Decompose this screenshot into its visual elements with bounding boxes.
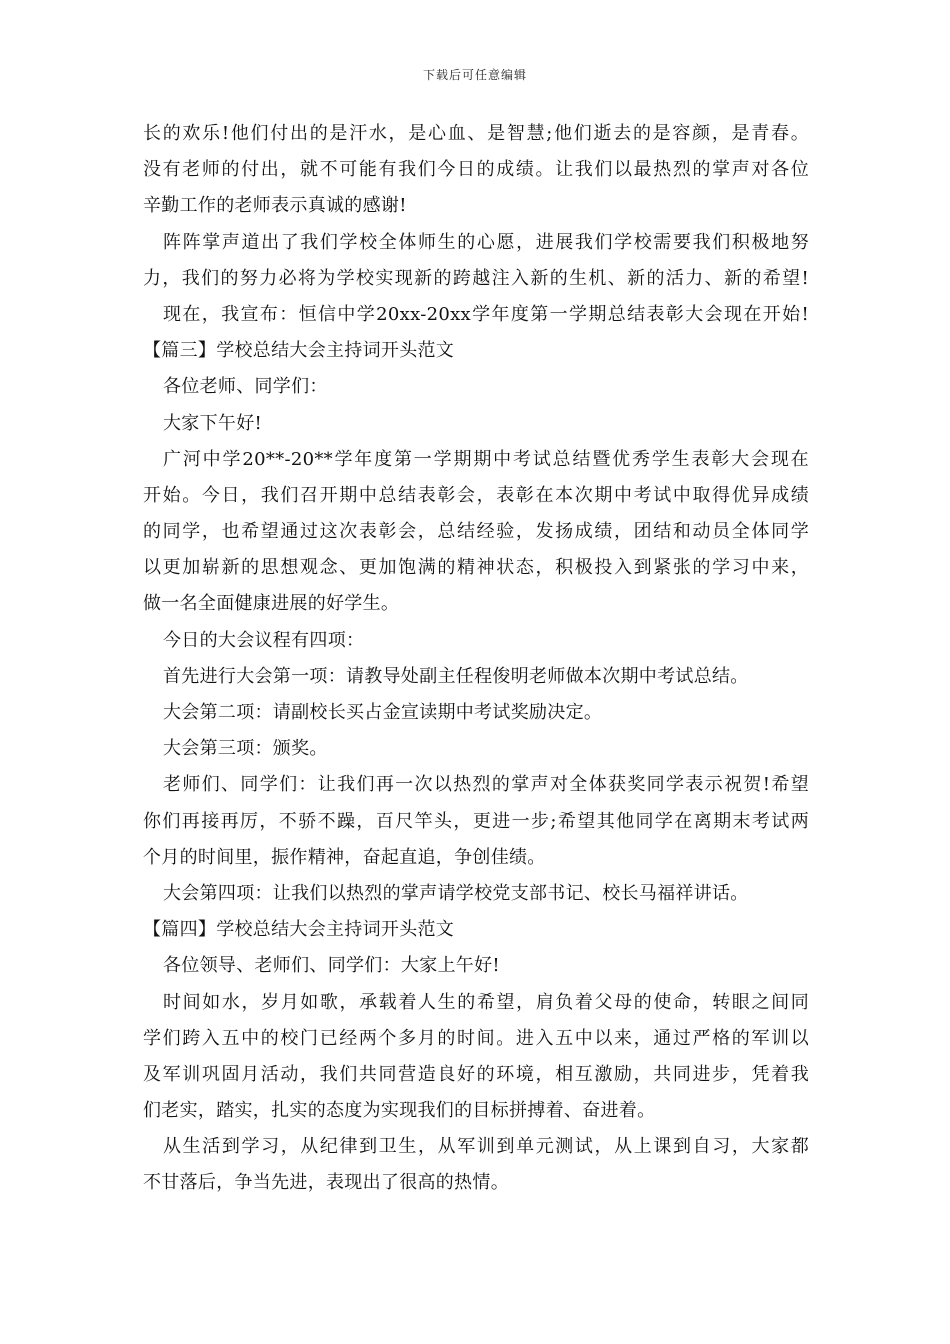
- text-line: 广河中学20**-20**学年度第一学期期中考试总结暨优秀学生表彰大会现在: [163, 448, 809, 470]
- text-line: 辛勤工作的老师表示真诚的感谢!: [143, 195, 407, 217]
- text-line: 大会第三项：颁奖。: [163, 738, 328, 760]
- text-line: 不甘落后，争当先进，表现出了很高的热情。: [143, 1172, 509, 1194]
- text-line: 【篇三】学校总结大会主持词开头范文: [143, 340, 455, 362]
- text-line: 个月的时间里，振作精神，奋起直追，争创佳绩。: [143, 846, 546, 868]
- text-line: 大会第四项：让我们以热烈的掌声请学校党支部书记、校长马福祥讲话。: [163, 882, 749, 904]
- text-line: 大会第二项：请副校长买占金宣读期中考试奖励决定。: [163, 702, 603, 723]
- text-line: 大家下午好!: [163, 412, 263, 434]
- text-line: 学们跨入五中的校门已经两个多月的时间。进入五中以来，通过严格的军训以: [143, 1027, 809, 1049]
- text-line: 【篇四】学校总结大会主持词开头范文: [143, 919, 455, 941]
- text-line: 今日的大会议程有四项：: [163, 629, 365, 651]
- text-line: 们老实，踏实，扎实的态度为实现我们的目标拼搏着、奋进着。: [143, 1100, 656, 1122]
- text-line: 及军训巩固月活动，我们共同营造良好的环境，相互激励，共同进步，凭着我: [143, 1063, 809, 1085]
- text-line: 阵阵掌声道出了我们学校全体师生的心愿，进展我们学校需要我们积极地努: [163, 231, 809, 253]
- text-line: 首先进行大会第一项：请教导处副主任程俊明老师做本次期中考试总结。: [163, 665, 749, 687]
- text-line: 现在，我宣布：恒信中学20xx-20xx学年度第一学期总结表彰大会现在开始!: [163, 303, 809, 325]
- text-line: 各位领导、老师们、同学们：大家上午好!: [163, 955, 500, 977]
- text-line: 你们再接再厉，不骄不躁，百尺竿头，更进一步;希望其他同学在离期末考试两: [143, 810, 809, 832]
- text-line: 的同学，也希望通过这次表彰会，总结经验，发扬成绩，团结和动员全体同学: [143, 521, 809, 543]
- text-line: 长的欢乐!他们付出的是汗水，是心血、是智慧;他们逝去的是容颜，是青春。: [143, 123, 809, 144]
- text-line: 老师们、同学们：让我们再一次以热烈的掌声对全体获奖同学表示祝贺!希望: [163, 774, 809, 796]
- document-body: [143, 116, 809, 1202]
- text-line: 力，我们的努力必将为学校实现新的跨越注入新的生机、新的活力、新的希望!: [143, 267, 809, 289]
- text-line: 做一名全面健康进展的好学生。: [143, 593, 400, 615]
- text-line: 没有老师的付出，就不可能有我们今日的成绩。让我们以最热烈的掌声对各位: [143, 159, 809, 181]
- text-line: 从生活到学习，从纪律到卫生，从军训到单元测试，从上课到自习，大家都: [163, 1136, 809, 1158]
- text-line: 开始。今日，我们召开期中总结表彰会，表彰在本次期中考试中取得优异成绩: [143, 484, 809, 506]
- text-line: 各位老师、同学们：: [163, 376, 328, 398]
- page-header: 下载后可任意编辑: [422, 68, 527, 82]
- text-line: 以更加崭新的思想观念、更加饱满的精神状态，积极投入到紧张的学习中来，: [143, 557, 809, 579]
- text-line: 时间如水，岁月如歌，承载着人生的希望，肩负着父母的使命，转眼之间同: [163, 991, 809, 1013]
